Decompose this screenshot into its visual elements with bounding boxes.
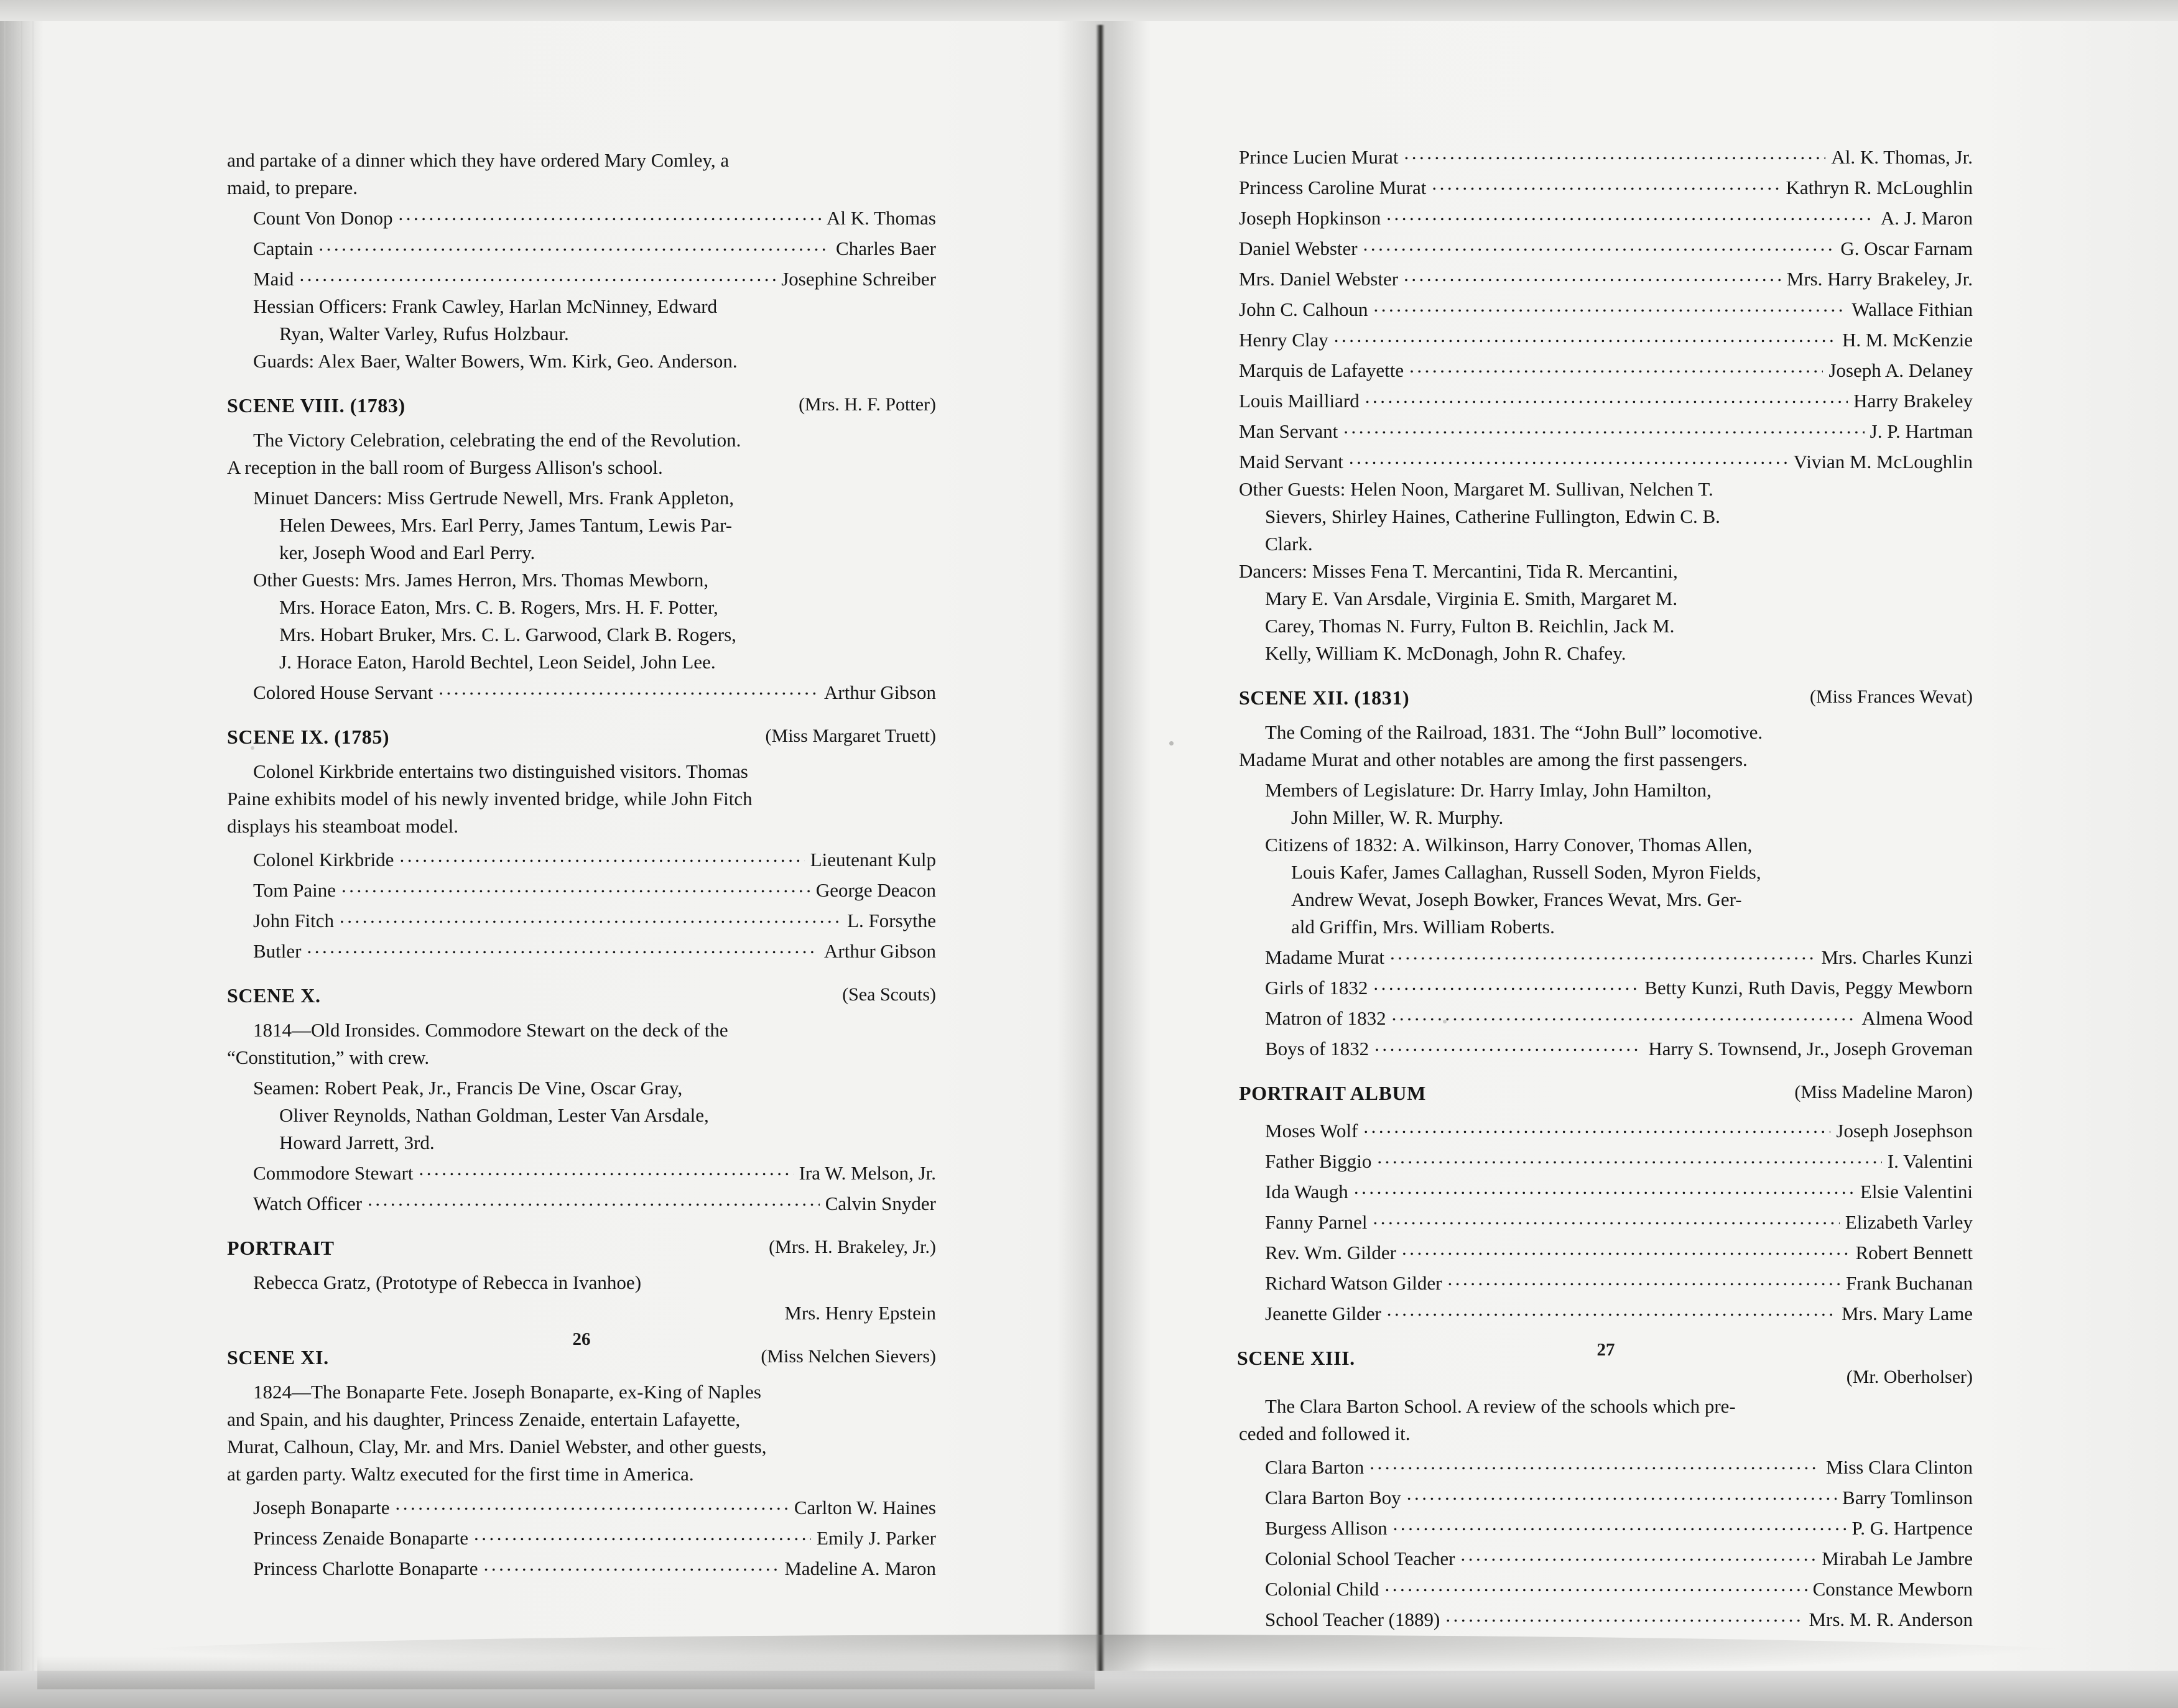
cast-row: [253, 1191, 936, 1213]
cast-list: [227, 680, 936, 702]
cast-role: Boys of 1832: [1265, 1038, 1369, 1059]
description-line: The Clara Barton School. A review of the schools which pre-: [1265, 1395, 1736, 1417]
cast-role: Louis Mailliard: [1239, 390, 1360, 412]
group-line: Ryan, Walter Varley, Rufus Holzbaur.: [279, 323, 569, 344]
description-line: Paine exhibits model of his newly invented bridge, while John Fitch: [227, 788, 753, 810]
description-line: ceded and followed it.: [1239, 1423, 1411, 1444]
cast-row: [1265, 1576, 1973, 1599]
cast-role: Girls of 1832: [1265, 977, 1368, 999]
scene-credit: (Miss Margaret Truett): [765, 726, 936, 746]
group-line: Oliver Reynolds, Nathan Goldman, Lester Van Arsdale,: [279, 1104, 709, 1126]
description-line: The Victory Celebration, celebrating the end of the Revolution.: [253, 429, 741, 451]
cast-actor: Carlton W. Haines: [794, 1497, 936, 1518]
group-line: Members of Legislature: Dr. Harry Imlay, John Hamilton,: [1265, 779, 1712, 801]
group-line: ald Griffin, Mrs. William Roberts.: [1291, 916, 1555, 938]
cast-actor: Vivian M. McLoughlin: [1793, 451, 1973, 473]
cast-row: [1239, 266, 1973, 289]
leader-dots: [1407, 1485, 1837, 1504]
leader-dots: [1363, 236, 1835, 255]
cast-role: Tom Paine: [253, 879, 336, 901]
cast-role: School Teacher (1889): [1265, 1609, 1440, 1630]
group-line: Helen Dewees, Mrs. Earl Perry, James Tantum, Lewis Par-: [279, 514, 733, 536]
left-page-text-column: [227, 150, 936, 1586]
cast-role: Colonel Kirkbride: [253, 849, 394, 870]
cast-role: Commodore Stewart: [253, 1162, 414, 1184]
cast-row: [1239, 205, 1973, 228]
group-paragraph: [227, 1078, 936, 1152]
cast-row: [253, 908, 936, 930]
cast-actor: Joseph Josephson: [1836, 1120, 1973, 1142]
group-paragraph: [227, 488, 936, 562]
leader-dots: [318, 236, 830, 255]
scene-credit: (Miss Frances Wevat): [1810, 686, 1973, 707]
cast-actor: Elizabeth Varley: [1845, 1211, 1973, 1233]
group-line: ker, Joseph Wood and Earl Perry.: [279, 542, 535, 563]
cast-actor: Almena Wood: [1861, 1007, 1973, 1029]
description-line: Colonel Kirkbride entertains two distinguished visitors. Thomas: [253, 760, 748, 782]
leader-dots: [1386, 205, 1875, 224]
leader-dots: [399, 847, 804, 866]
scene-description: [227, 1273, 936, 1292]
cast-list: [1239, 1118, 1973, 1323]
leader-dots: [340, 908, 841, 927]
cast-actor: Robert Bennett: [1855, 1242, 1973, 1263]
leader-dots: [399, 205, 822, 224]
leader-dots: [1365, 388, 1848, 407]
description-line: and Spain, and his daughter, Princess Zenaide, entertain Lafayette,: [227, 1408, 741, 1430]
leader-dots: [1373, 1209, 1839, 1229]
group-paragraph: [1239, 479, 1973, 553]
paragraph-line: maid, to prepare.: [227, 177, 358, 198]
leader-dots: [1354, 1179, 1855, 1198]
cast-list: [1239, 144, 1973, 471]
cast-row: [1239, 418, 1973, 441]
cast-row: [1265, 1515, 1973, 1538]
cast-list: [227, 1160, 936, 1213]
scene-title: SCENE VIII. (1783): [227, 394, 405, 417]
description-line: Madame Murat and other notables are among the first passengers.: [1239, 749, 1748, 770]
cast-row: [1265, 1118, 1973, 1140]
group-line: Carey, Thomas N. Furry, Fulton B. Reichlin, Jack M.: [1265, 615, 1675, 637]
cast-actor: L. Forsythe: [847, 910, 936, 931]
group-line: Seamen: Robert Peak, Jr., Francis De Vine, Oscar Gray,: [253, 1077, 683, 1099]
cast-row: [253, 1495, 936, 1517]
page-stack-edge: [21, 0, 22, 1708]
scene-description: [1239, 722, 1973, 769]
cast-row: [1239, 358, 1973, 380]
group-line: Hessian Officers: Frank Cawley, Harlan McNinney, Edward: [253, 295, 718, 317]
cast-actor: Mrs. Harry Brakeley, Jr.: [1786, 268, 1973, 290]
cast-role: Matron of 1832: [1265, 1007, 1386, 1029]
book-gutter: [1096, 25, 1105, 1679]
cast-role: John Fitch: [253, 910, 335, 931]
cast-row: [253, 938, 936, 961]
leader-dots: [341, 877, 810, 897]
cast-role: Fanny Parnel: [1265, 1211, 1368, 1233]
cast-row: [1265, 1454, 1973, 1477]
cast-actor: Mirabah Le Jambre: [1822, 1548, 1973, 1569]
cast-list: [227, 1495, 936, 1578]
cast-actor: Kathryn R. McLoughlin: [1786, 177, 1973, 198]
leader-dots: [1373, 975, 1639, 994]
cast-actor: Arthur Gibson: [824, 681, 936, 703]
group-line: Louis Kafer, James Callaghan, Russell Soden, Myron Fields,: [1291, 861, 1761, 883]
cast-role: Maid Servant: [1239, 451, 1343, 473]
cast-role: Maid: [253, 268, 294, 290]
cast-actor: Barry Tomlinson: [1842, 1487, 1973, 1508]
cast-actor: Constance Mewborn: [1812, 1578, 1973, 1600]
description-line: “Constitution,” with crew.: [227, 1046, 430, 1068]
cast-actor: Betty Kunzi, Ruth Davis, Peggy Mewborn: [1644, 977, 1973, 999]
cast-role: Jeanette Gilder: [1265, 1303, 1381, 1324]
description-line: The Coming of the Railroad, 1831. The “John Bull” locomotive.: [1265, 721, 1763, 743]
leader-dots: [1343, 418, 1864, 438]
group-paragraph: [1239, 561, 1973, 663]
cast-actor: H. M. McKenzie: [1842, 329, 1973, 351]
group-line: Andrew Wevat, Joseph Bowker, Frances Wevat, Mrs. Ger-: [1291, 889, 1742, 910]
description-line: Rebecca Gratz, (Prototype of Rebecca in Ivanhoe): [253, 1272, 642, 1293]
cast-actor: Frank Buchanan: [1845, 1272, 1973, 1294]
cast-list: [227, 847, 936, 961]
cast-row: [1239, 175, 1973, 197]
cast-actor: P. G. Hartpence: [1851, 1517, 1973, 1539]
group-paragraph: [227, 570, 936, 672]
cast-row: [1265, 1301, 1973, 1323]
cast-row: [1265, 1270, 1973, 1293]
leader-dots: [396, 1495, 789, 1514]
cast-actor: Harry S. Townsend, Jr., Joseph Groveman: [1648, 1038, 1973, 1059]
scene-heading: [1239, 1083, 1973, 1108]
cast-role: Daniel Webster: [1239, 238, 1358, 259]
cast-actor: Joseph A. Delaney: [1828, 359, 1973, 381]
cast-row: [253, 1160, 936, 1183]
leader-dots: [484, 1556, 779, 1575]
leader-dots: [1392, 1005, 1856, 1025]
cast-row: [1239, 388, 1973, 410]
group-paragraph: [1239, 780, 1973, 827]
scene-description: [227, 430, 936, 477]
leader-dots: [1445, 1607, 1803, 1626]
right-page-text-column: [1239, 144, 1973, 1637]
cast-row: [1265, 1546, 1973, 1568]
scene-title: SCENE XIII.: [1237, 1347, 1355, 1369]
scene-description: [1239, 1396, 1973, 1443]
scene-credit: (Mr. Oberholser): [1846, 1367, 1973, 1387]
portrait-attribution: [227, 1303, 936, 1323]
group-paragraph: [1239, 835, 1973, 936]
cast-role: Moses Wolf: [1265, 1120, 1358, 1142]
leader-dots: [1447, 1270, 1840, 1290]
paragraph-line: and partake of a dinner which they have ordered Mary Comley, a: [227, 149, 730, 171]
cast-row: [1265, 1036, 1973, 1058]
group-line: Sievers, Shirley Haines, Catherine Fullington, Edwin C. B.: [1265, 505, 1720, 527]
cast-row: [253, 680, 936, 702]
leader-dots: [299, 266, 776, 285]
leader-dots: [1387, 1301, 1836, 1320]
cast-actor: Miss Clara Clinton: [1826, 1456, 1973, 1478]
group-paragraph: [227, 351, 936, 371]
cast-row: [253, 266, 936, 289]
scan-speck: [1169, 741, 1174, 746]
group-line: Clark.: [1265, 533, 1313, 555]
group-line: Dancers: Misses Fena T. Mercantini, Tida R. Mercantini,: [1239, 560, 1678, 582]
cast-role: Captain: [253, 238, 313, 259]
cast-role: Prince Lucien Murat: [1239, 146, 1399, 168]
page-curve-shadow-left: [37, 1656, 1095, 1689]
description-line: Murat, Calhoun, Clay, Mr. and Mrs. Daniel Webster, and other guests,: [227, 1436, 767, 1457]
cast-actor: Mrs. Charles Kunzi: [1821, 946, 1973, 968]
cast-row: [1239, 327, 1973, 349]
cast-row: [1239, 144, 1973, 167]
cast-row: [1265, 1148, 1973, 1171]
cast-actor: Elsie Valentini: [1860, 1181, 1973, 1203]
cast-actor: Arthur Gibson: [824, 940, 936, 962]
group-line: Other Guests: Helen Noon, Margaret M. Sullivan, Nelchen T.: [1239, 478, 1713, 500]
leader-dots: [1390, 944, 1815, 964]
group-line: John Miller, W. R. Murphy.: [1291, 806, 1504, 828]
group-line: Other Guests: Mrs. James Herron, Mrs. Thomas Mewborn,: [253, 569, 709, 591]
cast-actor: Wallace Fithian: [1851, 298, 1973, 320]
cast-role: Father Biggio: [1265, 1150, 1372, 1172]
leader-dots: [1377, 1148, 1881, 1168]
scene-title: SCENE IX. (1785): [227, 726, 390, 748]
cast-role: Butler: [253, 940, 302, 962]
cast-role: Mrs. Daniel Webster: [1239, 268, 1399, 290]
cast-row: [253, 1556, 936, 1578]
page-number-left: 26: [572, 1329, 591, 1349]
opening-paragraph: [227, 150, 936, 197]
scene-title: PORTRAIT ALBUM: [1239, 1082, 1426, 1104]
scene-heading: [227, 1238, 936, 1263]
leader-dots: [1334, 327, 1837, 346]
cast-role: Clara Barton Boy: [1265, 1487, 1401, 1508]
page-number-right: 27: [1596, 1340, 1615, 1360]
leader-dots: [419, 1160, 793, 1179]
cast-role: Princess Zenaide Bonaparte: [253, 1527, 469, 1549]
cast-row: [253, 877, 936, 900]
cast-role: Clara Barton: [1265, 1456, 1365, 1478]
page-stack-edge: [4, 0, 6, 1708]
leader-dots: [438, 680, 818, 699]
group-line: Howard Jarrett, 3rd.: [279, 1132, 435, 1153]
cast-role: Watch Officer: [253, 1193, 363, 1214]
cast-role: Burgess Allison: [1265, 1517, 1388, 1539]
cast-actor: Mrs. M. R. Anderson: [1809, 1609, 1973, 1630]
cast-role: Colored House Servant: [253, 681, 433, 703]
cast-role: Henry Clay: [1239, 329, 1328, 351]
scene-heading: [1239, 688, 1973, 713]
scene-title: SCENE XI.: [227, 1346, 329, 1369]
cast-role: Marquis de Lafayette: [1239, 359, 1404, 381]
scene-heading: [227, 395, 936, 420]
cast-row: [1265, 975, 1973, 997]
cast-row: [253, 847, 936, 869]
cast-row: [1265, 1240, 1973, 1262]
cast-actor: Mrs. Mary Lame: [1842, 1303, 1973, 1324]
cast-role: Joseph Hopkinson: [1239, 207, 1381, 229]
cast-actor: Ira W. Melson, Jr.: [799, 1162, 936, 1184]
cast-row: [1265, 1607, 1973, 1629]
leader-dots: [1374, 1036, 1643, 1055]
leader-dots: [1404, 266, 1781, 285]
cast-actor: Harry Brakeley: [1853, 390, 1973, 412]
leader-dots: [1384, 1576, 1807, 1595]
scene-credit: (Miss Madeline Maron): [1794, 1082, 1973, 1102]
cast-actor: I. Valentini: [1887, 1150, 1973, 1172]
scene-description: [227, 1020, 936, 1067]
cast-row: [1265, 1179, 1973, 1201]
cast-list: [1239, 944, 1973, 1058]
cast-role: Rev. Wm. Gilder: [1265, 1242, 1396, 1263]
cast-role: Madame Murat: [1265, 946, 1384, 968]
leader-dots: [307, 938, 819, 958]
leader-dots: [1409, 358, 1823, 377]
scene-title: PORTRAIT: [227, 1237, 335, 1259]
group-line: Mrs. Hobart Bruker, Mrs. C. L. Garwood, Clark B. Rogers,: [279, 624, 736, 645]
cast-role: Colonial School Teacher: [1265, 1548, 1455, 1569]
cast-actor: Josephine Schreiber: [781, 268, 936, 290]
leader-dots: [1432, 175, 1780, 194]
leader-dots: [1393, 1515, 1847, 1535]
page-stack-edge: [32, 0, 34, 1708]
group-paragraph: [227, 297, 936, 343]
leader-dots: [474, 1525, 811, 1544]
cast-row: [1265, 944, 1973, 967]
cast-row: [1265, 1005, 1973, 1028]
cast-actor: Al. K. Thomas, Jr.: [1831, 146, 1973, 168]
description-line: 1814—Old Ironsides. Commodore Stewart on the deck of the: [253, 1019, 728, 1041]
group-line: J. Horace Eaton, Harold Bechtel, Leon Seidel, John Lee.: [279, 651, 716, 673]
description-line: displays his steamboat model.: [227, 815, 458, 837]
cast-actor: Emily J. Parker: [817, 1527, 936, 1549]
cast-actor: Madeline A. Maron: [784, 1558, 936, 1579]
scene-heading: [227, 1347, 936, 1372]
cast-role: John C. Calhoun: [1239, 298, 1368, 320]
description-line: at garden party. Waltz executed for the first time in America.: [227, 1463, 694, 1485]
attribution-line: Mrs. Henry Epstein: [784, 1302, 936, 1324]
leader-dots: [1404, 144, 1826, 164]
cast-actor: Lieutenant Kulp: [810, 849, 936, 870]
cast-actor: Al K. Thomas: [827, 207, 936, 229]
cast-actor: J. P. Hartman: [1870, 420, 1973, 442]
cast-role: Joseph Bonaparte: [253, 1497, 390, 1518]
scene-description: [227, 762, 936, 836]
scene-credit: (Mrs. H. F. Potter): [799, 394, 936, 415]
cast-actor: Charles Baer: [836, 238, 936, 259]
scene-description: [227, 1382, 936, 1484]
scene-credit: (Miss Nelchen Sievers): [761, 1346, 936, 1367]
scene-heading: [227, 986, 936, 1010]
cast-row: [1239, 449, 1973, 471]
description-line: 1824—The Bonaparte Fete. Joseph Bonaparte, ex-King of Naples: [253, 1381, 761, 1403]
cast-list: [1239, 1454, 1973, 1629]
cast-actor: Calvin Snyder: [825, 1193, 936, 1214]
cast-actor: A. J. Maron: [1880, 207, 1973, 229]
scene-title: SCENE X.: [227, 984, 321, 1007]
group-line: Mrs. Horace Eaton, Mrs. C. B. Rogers, Mrs. H. F. Potter,: [279, 596, 718, 618]
cast-row: [1239, 297, 1973, 319]
scene-title: SCENE XII. (1831): [1239, 686, 1410, 709]
group-line: Mary E. Van Arsdale, Virginia E. Smith, Margaret M.: [1265, 588, 1678, 609]
group-line: Guards: Alex Baer, Walter Bowers, Wm. Kirk, Geo. Anderson.: [253, 350, 738, 372]
cast-actor: George Deacon: [815, 879, 936, 901]
leader-dots: [1460, 1546, 1816, 1565]
cast-row: [253, 205, 936, 228]
leader-dots: [1349, 449, 1788, 468]
cast-role: Count Von Donop: [253, 207, 393, 229]
cast-list: [227, 205, 936, 289]
scene-heading: [227, 727, 936, 752]
cast-role: Colonial Child: [1265, 1578, 1379, 1600]
scene-credit: (Mrs. H. Brakeley, Jr.): [769, 1237, 936, 1257]
cast-actor: G. Oscar Farnam: [1840, 238, 1973, 259]
leader-dots: [1374, 297, 1847, 316]
leader-dots: [368, 1191, 820, 1210]
cast-row: [253, 236, 936, 258]
scene-credit: (Sea Scouts): [842, 984, 936, 1005]
cast-role: Richard Watson Gilder: [1265, 1272, 1442, 1294]
cast-row: [1265, 1485, 1973, 1507]
leader-dots: [1369, 1454, 1820, 1474]
cast-role: Princess Charlotte Bonaparte: [253, 1558, 478, 1579]
cast-row: [253, 1525, 936, 1548]
cast-role: Ida Waugh: [1265, 1181, 1348, 1203]
leader-dots: [1402, 1240, 1850, 1259]
group-line: Minuet Dancers: Miss Gertrude Newell, Mrs. Frank Appleton,: [253, 487, 734, 509]
leader-dots: [1363, 1118, 1830, 1137]
scanner-bed-top: [0, 0, 2178, 21]
cast-role: Princess Caroline Murat: [1239, 177, 1427, 198]
description-line: A reception in the ball room of Burgess Allison's school.: [227, 456, 663, 478]
cast-row: [1265, 1209, 1973, 1232]
group-line: Citizens of 1832: A. Wilkinson, Harry Conover, Thomas Allen,: [1265, 834, 1753, 856]
page-stack-edge: [11, 0, 14, 1708]
group-line: Kelly, William K. McDonagh, John R. Chafey.: [1265, 642, 1626, 664]
cast-role: Man Servant: [1239, 420, 1338, 442]
cast-row: [1239, 236, 1973, 258]
